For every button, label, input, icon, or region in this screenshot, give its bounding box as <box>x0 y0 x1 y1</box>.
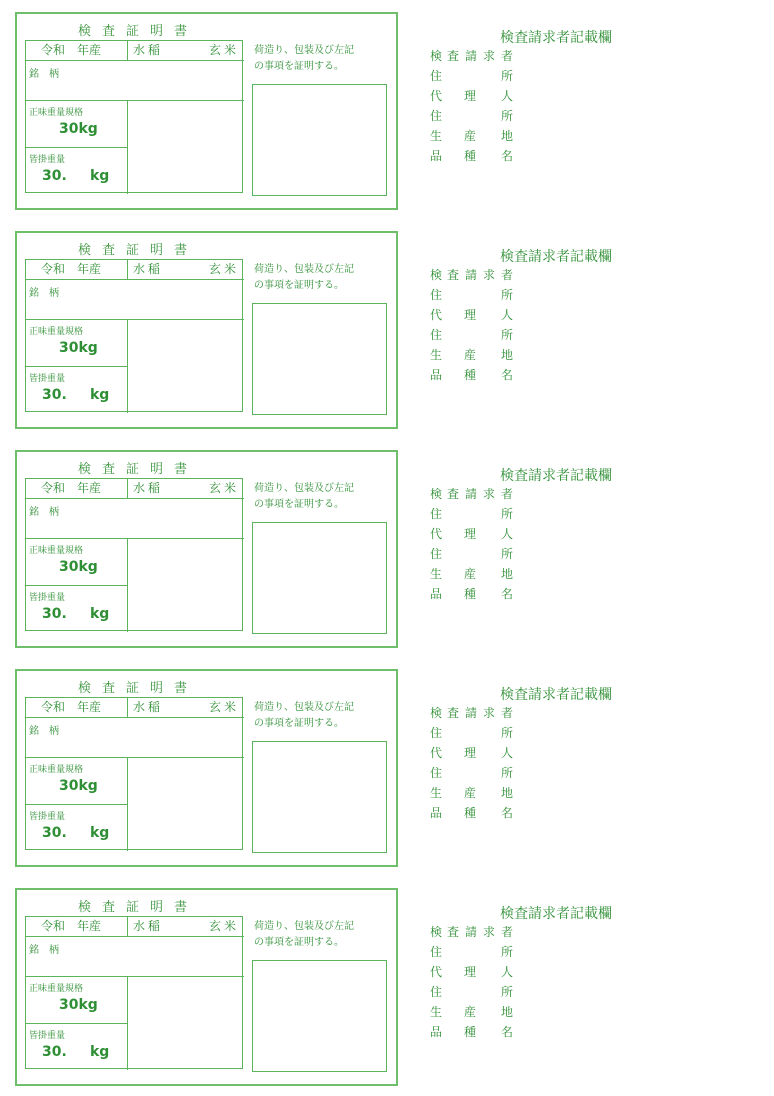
requester-char-1: 検 <box>430 268 443 282</box>
gross-weight-value: 30. <box>42 387 67 403</box>
grain-type-label: 玄米 <box>208 43 239 57</box>
request-section-title: 検査請求者記載欄 <box>500 906 612 922</box>
rice-type-label: 水稲 <box>133 481 164 495</box>
rice-type-cell <box>128 917 244 937</box>
brand-label: 銘柄 <box>29 288 69 299</box>
gross-weight-label: 皆掛重量 <box>29 593 66 603</box>
certificate-title: 検査証明書 <box>77 462 198 477</box>
certification-text-line1: 荷造り、包装及び左記 <box>254 921 354 932</box>
address-char-1: 住 <box>430 507 443 521</box>
requester-char-3: 請 <box>465 487 478 501</box>
agent-char-1: 代 <box>430 308 443 322</box>
origin-char-1: 生 <box>430 1005 443 1019</box>
year-produced-label: 年産 <box>77 262 102 276</box>
origin-field <box>430 783 520 803</box>
requester-field <box>430 46 520 66</box>
agent-address-char-2: 所 <box>501 985 514 999</box>
agent-address-char-1: 住 <box>430 328 443 342</box>
agent-char-3: 人 <box>501 527 514 541</box>
origin-char-1: 生 <box>430 129 443 143</box>
rice-type-label: 水稲 <box>133 262 164 276</box>
certificate-table <box>25 478 243 631</box>
stamp-box <box>252 960 387 1072</box>
requester-char-1: 検 <box>430 925 443 939</box>
variety-char-2: 種 <box>464 1025 477 1039</box>
variety-char-1: 品 <box>430 806 443 820</box>
requester-char-4: 求 <box>483 925 496 939</box>
origin-char-1: 生 <box>430 786 443 800</box>
certification-text-line2: の事項を証明する。 <box>254 718 344 729</box>
year-produced-label: 年産 <box>77 43 102 57</box>
inspection-certificate <box>15 450 398 648</box>
brand-cell <box>26 61 244 101</box>
certification-text <box>254 43 394 75</box>
era-label: 令和 <box>41 919 66 933</box>
origin-field <box>430 126 520 146</box>
requester-char-4: 求 <box>483 487 496 501</box>
origin-char-3: 地 <box>501 348 514 362</box>
address-field <box>430 942 520 962</box>
origin-char-2: 産 <box>464 348 477 362</box>
gross-weight-unit: kg <box>90 606 110 622</box>
rice-type-cell <box>128 479 244 499</box>
address-char-2: 所 <box>501 288 514 302</box>
origin-char-2: 産 <box>464 567 477 581</box>
inspection-certificate <box>15 12 398 210</box>
requester-field <box>430 484 520 504</box>
agent-address-field <box>430 325 520 345</box>
certification-text-line2: の事項を証明する。 <box>254 61 344 72</box>
brand-label: 銘柄 <box>29 945 69 956</box>
request-section-title: 検査請求者記載欄 <box>500 30 612 46</box>
rice-type-label: 水稲 <box>133 700 164 714</box>
origin-char-2: 産 <box>464 129 477 143</box>
certificate-title: 検査証明書 <box>77 900 198 915</box>
inspection-certificate <box>15 669 398 867</box>
agent-address-char-1: 住 <box>430 109 443 123</box>
agent-char-3: 人 <box>501 965 514 979</box>
agent-address-field <box>430 106 520 126</box>
net-weight-value: 30kg <box>59 340 98 356</box>
gross-weight-value: 30. <box>42 825 67 841</box>
certification-text-line2: の事項を証明する。 <box>254 499 344 510</box>
requester-char-5: 者 <box>501 925 514 939</box>
net-weight-cell <box>26 101 128 148</box>
era-label: 令和 <box>41 481 66 495</box>
variety-char-1: 品 <box>430 587 443 601</box>
origin-char-2: 産 <box>464 1005 477 1019</box>
net-weight-label: 正味重量規格 <box>29 327 84 337</box>
address-field <box>430 285 520 305</box>
gross-weight-value: 30. <box>42 606 67 622</box>
net-weight-cell <box>26 758 128 805</box>
stamp-box <box>252 84 387 196</box>
agent-address-char-2: 所 <box>501 109 514 123</box>
era-cell <box>26 260 128 280</box>
agent-char-2: 理 <box>464 89 477 103</box>
gross-weight-label: 皆掛重量 <box>29 812 66 822</box>
variety-field <box>430 365 520 385</box>
requester-char-2: 査 <box>447 925 460 939</box>
variety-field <box>430 584 520 604</box>
variety-field <box>430 146 520 166</box>
agent-address-char-1: 住 <box>430 547 443 561</box>
certificate-table <box>25 40 243 193</box>
address-char-2: 所 <box>501 507 514 521</box>
agent-address-char-2: 所 <box>501 547 514 561</box>
agent-char-2: 理 <box>464 746 477 760</box>
variety-char-3: 名 <box>501 149 514 163</box>
agent-char-3: 人 <box>501 89 514 103</box>
agent-char-1: 代 <box>430 746 443 760</box>
variety-char-2: 種 <box>464 806 477 820</box>
stamp-box <box>252 522 387 634</box>
certificate-title: 検査証明書 <box>77 243 198 258</box>
agent-char-3: 人 <box>501 746 514 760</box>
gross-weight-cell <box>26 586 128 632</box>
agent-field <box>430 524 520 544</box>
net-weight-value: 30kg <box>59 121 98 137</box>
gross-weight-label: 皆掛重量 <box>29 155 66 165</box>
grain-type-label: 玄米 <box>208 481 239 495</box>
requester-char-5: 者 <box>501 487 514 501</box>
requester-field <box>430 922 520 942</box>
variety-char-2: 種 <box>464 368 477 382</box>
rice-type-label: 水稲 <box>133 43 164 57</box>
rice-type-cell <box>128 698 244 718</box>
agent-address-field <box>430 544 520 564</box>
certificate-row-2 <box>0 219 774 438</box>
agent-address-char-1: 住 <box>430 985 443 999</box>
requester-char-2: 査 <box>447 268 460 282</box>
era-cell <box>26 698 128 718</box>
requester-field <box>430 703 520 723</box>
agent-char-1: 代 <box>430 965 443 979</box>
requester-char-1: 検 <box>430 487 443 501</box>
request-fields <box>430 265 520 385</box>
address-char-1: 住 <box>430 945 443 959</box>
agent-address-char-1: 住 <box>430 766 443 780</box>
variety-field <box>430 803 520 823</box>
address-field <box>430 504 520 524</box>
origin-char-2: 産 <box>464 786 477 800</box>
variety-char-3: 名 <box>501 587 514 601</box>
certification-text-line1: 荷造り、包装及び左記 <box>254 45 354 56</box>
gross-weight-unit: kg <box>90 825 110 841</box>
era-cell <box>26 479 128 499</box>
request-fields <box>430 703 520 823</box>
agent-char-1: 代 <box>430 89 443 103</box>
agent-field <box>430 86 520 106</box>
brand-label: 銘柄 <box>29 726 69 737</box>
stamp-box <box>252 741 387 853</box>
net-weight-cell <box>26 539 128 586</box>
origin-field <box>430 1002 520 1022</box>
certification-text-line1: 荷造り、包装及び左記 <box>254 264 354 275</box>
requester-char-1: 検 <box>430 49 443 63</box>
net-weight-cell <box>26 977 128 1024</box>
agent-address-char-2: 所 <box>501 328 514 342</box>
origin-char-3: 地 <box>501 786 514 800</box>
era-label: 令和 <box>41 43 66 57</box>
gross-weight-cell <box>26 805 128 851</box>
requester-char-2: 査 <box>447 487 460 501</box>
gross-weight-value: 30. <box>42 168 67 184</box>
agent-char-2: 理 <box>464 965 477 979</box>
certification-text-line1: 荷造り、包装及び左記 <box>254 702 354 713</box>
era-cell <box>26 41 128 61</box>
gross-weight-label: 皆掛重量 <box>29 1031 66 1041</box>
agent-field <box>430 743 520 763</box>
stamp-box <box>252 303 387 415</box>
request-section-title: 検査請求者記載欄 <box>500 468 612 484</box>
rice-type-cell <box>128 41 244 61</box>
brand-cell <box>26 280 244 320</box>
address-char-1: 住 <box>430 288 443 302</box>
brand-label: 銘柄 <box>29 69 69 80</box>
certificate-row-4 <box>0 657 774 876</box>
requester-char-3: 請 <box>465 268 478 282</box>
certification-text <box>254 919 394 951</box>
requester-char-5: 者 <box>501 268 514 282</box>
brand-label: 銘柄 <box>29 507 69 518</box>
origin-char-3: 地 <box>501 567 514 581</box>
requester-char-4: 求 <box>483 706 496 720</box>
origin-field <box>430 345 520 365</box>
certificate-row-3 <box>0 438 774 657</box>
request-fields <box>430 46 520 166</box>
address-field <box>430 66 520 86</box>
agent-field <box>430 305 520 325</box>
variety-char-1: 品 <box>430 368 443 382</box>
net-weight-label: 正味重量規格 <box>29 765 84 775</box>
origin-char-1: 生 <box>430 348 443 362</box>
gross-weight-unit: kg <box>90 1044 110 1060</box>
rice-type-label: 水稲 <box>133 919 164 933</box>
requester-char-2: 査 <box>447 706 460 720</box>
origin-char-3: 地 <box>501 129 514 143</box>
request-section-title: 検査請求者記載欄 <box>500 687 612 703</box>
agent-char-3: 人 <box>501 308 514 322</box>
requester-char-4: 求 <box>483 268 496 282</box>
net-weight-label: 正味重量規格 <box>29 984 84 994</box>
address-field <box>430 723 520 743</box>
inspection-certificate <box>15 888 398 1086</box>
brand-cell <box>26 718 244 758</box>
brand-cell <box>26 937 244 977</box>
agent-address-char-2: 所 <box>501 766 514 780</box>
variety-char-3: 名 <box>501 1025 514 1039</box>
origin-field <box>430 564 520 584</box>
address-char-1: 住 <box>430 726 443 740</box>
requester-char-4: 求 <box>483 49 496 63</box>
address-char-2: 所 <box>501 69 514 83</box>
certification-text-line2: の事項を証明する。 <box>254 280 344 291</box>
gross-weight-unit: kg <box>90 168 110 184</box>
requester-char-3: 請 <box>465 706 478 720</box>
agent-char-2: 理 <box>464 308 477 322</box>
origin-char-3: 地 <box>501 1005 514 1019</box>
agent-address-field <box>430 763 520 783</box>
agent-char-1: 代 <box>430 527 443 541</box>
certificate-row-5 <box>0 876 774 1095</box>
requester-char-1: 検 <box>430 706 443 720</box>
era-cell <box>26 917 128 937</box>
agent-char-2: 理 <box>464 527 477 541</box>
origin-char-1: 生 <box>430 567 443 581</box>
gross-weight-cell <box>26 1024 128 1070</box>
variety-char-1: 品 <box>430 1025 443 1039</box>
year-produced-label: 年産 <box>77 481 102 495</box>
agent-field <box>430 962 520 982</box>
requester-char-2: 査 <box>447 49 460 63</box>
gross-weight-label: 皆掛重量 <box>29 374 66 384</box>
variety-char-3: 名 <box>501 368 514 382</box>
inspection-certificate <box>15 231 398 429</box>
gross-weight-cell <box>26 148 128 194</box>
variety-char-2: 種 <box>464 149 477 163</box>
gross-weight-value: 30. <box>42 1044 67 1060</box>
net-weight-value: 30kg <box>59 778 98 794</box>
variety-field <box>430 1022 520 1042</box>
agent-address-field <box>430 982 520 1002</box>
address-char-2: 所 <box>501 726 514 740</box>
certificate-table <box>25 916 243 1069</box>
certification-text <box>254 481 394 513</box>
variety-char-1: 品 <box>430 149 443 163</box>
request-fields <box>430 484 520 604</box>
era-label: 令和 <box>41 262 66 276</box>
certification-text-line1: 荷造り、包装及び左記 <box>254 483 354 494</box>
grain-type-label: 玄米 <box>208 919 239 933</box>
certificate-table <box>25 259 243 412</box>
gross-weight-unit: kg <box>90 387 110 403</box>
year-produced-label: 年産 <box>77 919 102 933</box>
certification-text-line2: の事項を証明する。 <box>254 937 344 948</box>
variety-char-2: 種 <box>464 587 477 601</box>
rice-type-cell <box>128 260 244 280</box>
requester-char-5: 者 <box>501 706 514 720</box>
net-weight-cell <box>26 320 128 367</box>
era-label: 令和 <box>41 700 66 714</box>
net-weight-value: 30kg <box>59 559 98 575</box>
requester-char-3: 請 <box>465 925 478 939</box>
grain-type-label: 玄米 <box>208 700 239 714</box>
grain-type-label: 玄米 <box>208 262 239 276</box>
year-produced-label: 年産 <box>77 700 102 714</box>
certificate-row-1 <box>0 0 774 219</box>
address-char-2: 所 <box>501 945 514 959</box>
certificate-title: 検査証明書 <box>77 24 198 39</box>
certificate-table <box>25 697 243 850</box>
request-section-title: 検査請求者記載欄 <box>500 249 612 265</box>
net-weight-label: 正味重量規格 <box>29 546 84 556</box>
certification-text <box>254 262 394 294</box>
net-weight-label: 正味重量規格 <box>29 108 84 118</box>
net-weight-value: 30kg <box>59 997 98 1013</box>
brand-cell <box>26 499 244 539</box>
requester-char-3: 請 <box>465 49 478 63</box>
requester-char-5: 者 <box>501 49 514 63</box>
variety-char-3: 名 <box>501 806 514 820</box>
request-fields <box>430 922 520 1042</box>
gross-weight-cell <box>26 367 128 413</box>
certificate-title: 検査証明書 <box>77 681 198 696</box>
address-char-1: 住 <box>430 69 443 83</box>
requester-field <box>430 265 520 285</box>
certification-text <box>254 700 394 732</box>
